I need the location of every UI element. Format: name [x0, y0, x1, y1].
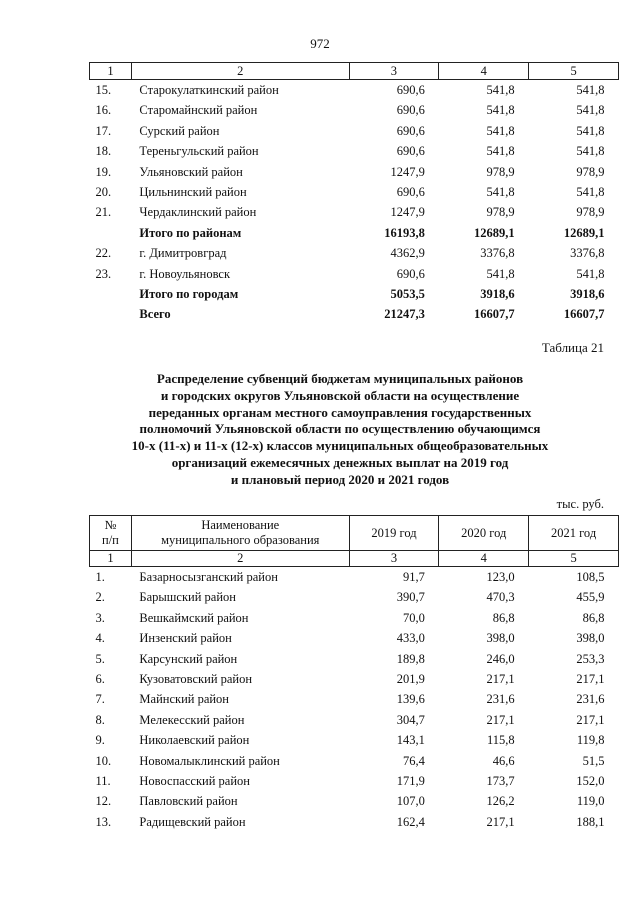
- units-label: тыс. руб.: [556, 497, 604, 511]
- value-2020: 541,8: [486, 144, 515, 159]
- value-2021: 541,8: [576, 185, 605, 200]
- table-label: Таблица 21: [541, 340, 604, 355]
- value-2019: 143,1: [396, 733, 425, 748]
- row-name: Инзенский район: [139, 631, 232, 646]
- value-2020: 978,9: [486, 164, 515, 179]
- value-2019: 91,7: [403, 570, 425, 584]
- table-row: [90, 80, 619, 101]
- value-2019: 690,6: [396, 103, 425, 118]
- column-index: 3: [349, 551, 439, 567]
- column-index-row: [90, 551, 619, 567]
- table-row: [90, 567, 619, 588]
- column-index: 2: [131, 63, 349, 80]
- row-name: Чердаклинский район: [139, 205, 257, 220]
- header-row: [90, 516, 619, 551]
- title-line: и плановый период 2020 и 2021 годов: [230, 471, 450, 487]
- value-2019: 690,6: [396, 144, 425, 159]
- value-2019: 433,0: [396, 631, 425, 646]
- value-2019: 76,4: [403, 753, 425, 768]
- header-number: [90, 516, 132, 551]
- value-2021: 119,8: [576, 733, 605, 748]
- column-index: 3: [349, 63, 439, 80]
- value-2019: 1247,9: [390, 164, 425, 179]
- row-name: Сурский район: [139, 123, 220, 138]
- table-row: [90, 141, 619, 161]
- row-name: г. Новоульяновск: [139, 266, 231, 281]
- table-row: [90, 284, 619, 304]
- table-row: [90, 223, 619, 243]
- row-number: 3.: [95, 610, 105, 625]
- value-2021: 86,8: [582, 610, 605, 625]
- value-2021: 398,0: [576, 631, 605, 646]
- row-number: 10.: [95, 753, 112, 768]
- header-name-line: муниципального образования: [161, 533, 320, 547]
- value-2020: 3918,6: [480, 287, 515, 302]
- column-index: 1: [90, 551, 132, 567]
- header-name-line: Наименование: [201, 518, 280, 532]
- row-name: Вешкаймский район: [139, 610, 249, 625]
- row-name: Майнский район: [139, 692, 229, 707]
- column-index-row: [90, 63, 619, 80]
- table-row: [90, 243, 619, 263]
- row-number: 6.: [95, 672, 105, 687]
- row-name: Старомайнский район: [139, 103, 258, 118]
- value-2020: 126,2: [486, 794, 515, 809]
- value-2020: 541,8: [486, 185, 515, 200]
- row-name: Цильнинский район: [139, 185, 247, 200]
- row-name: Новомалыклинский район: [139, 753, 280, 768]
- row-number: 1.: [95, 570, 105, 584]
- value-2019: 304,7: [396, 712, 425, 727]
- row-name: Кузоватовский район: [139, 672, 253, 687]
- header-name: [131, 516, 349, 551]
- column-index: 4: [439, 63, 529, 80]
- value-2019: 690,6: [396, 83, 425, 97]
- value-2020: 217,1: [486, 712, 515, 727]
- value-2019: 16193,8: [384, 225, 425, 240]
- value-2021: 3918,6: [570, 287, 605, 302]
- table-row: [90, 162, 619, 182]
- row-number: 4.: [95, 631, 105, 646]
- value-2020: 541,8: [486, 266, 515, 281]
- value-2020: 541,8: [486, 123, 515, 138]
- title-line: полномочий Ульяновской области по осуществлению обучающимся: [139, 421, 541, 437]
- value-2021: 541,8: [576, 103, 605, 118]
- value-2021: 119,0: [576, 794, 605, 809]
- value-2020: 12689,1: [474, 225, 515, 240]
- row-name: Базарносызганский район: [139, 570, 278, 584]
- value-2019: 201,9: [396, 672, 425, 687]
- table-row: [90, 812, 619, 832]
- row-number: 11.: [95, 774, 111, 789]
- row-name: Радищевский район: [139, 814, 246, 829]
- row-name: Итого по районам: [139, 225, 242, 240]
- header-year-2020: 2020 год: [439, 516, 529, 551]
- table-row: [90, 628, 619, 648]
- row-number: 7.: [95, 692, 105, 707]
- table-row: [90, 669, 619, 689]
- row-number: 16.: [95, 103, 112, 118]
- value-2020: 3376,8: [480, 246, 515, 261]
- row-number: 13.: [95, 814, 112, 829]
- value-2021: 541,8: [576, 144, 605, 159]
- table-row: [90, 587, 619, 607]
- header-number-line: №: [104, 518, 117, 532]
- value-2019: 171,9: [396, 774, 425, 789]
- value-2019: 690,6: [396, 266, 425, 281]
- table-row: [90, 608, 619, 628]
- value-2020: 231,6: [486, 692, 515, 707]
- title-line: организаций ежемесячных денежных выплат на 2019 год: [171, 454, 509, 470]
- title-line: переданных органам местного самоуправления государственных: [148, 404, 532, 420]
- value-2021: 152,0: [576, 774, 605, 789]
- table-row: [90, 689, 619, 709]
- value-2020: 541,8: [486, 83, 515, 97]
- column-index: 4: [439, 551, 529, 567]
- row-name: Карсунский район: [139, 651, 238, 666]
- row-number: 8.: [95, 712, 105, 727]
- value-2020: 541,8: [486, 103, 515, 118]
- table-row: [90, 649, 619, 669]
- row-name: Мелекесский район: [139, 712, 245, 727]
- value-2019: 390,7: [396, 590, 425, 605]
- value-2020: 398,0: [486, 631, 515, 646]
- value-2021: 978,9: [576, 205, 605, 220]
- table-row: [90, 202, 619, 222]
- continued-table: [89, 62, 619, 325]
- row-number: 21.: [95, 205, 112, 220]
- row-number: [90, 284, 132, 304]
- subvention-table-body: [90, 567, 619, 833]
- value-2020: 16607,7: [474, 307, 515, 322]
- row-name: Барышский район: [139, 590, 236, 605]
- row-number: 22.: [95, 246, 112, 261]
- title-line: 10-х (11-х) и 11-х (12-х) классов муниципальных общеобразовательных: [131, 438, 549, 454]
- value-2021: 231,6: [576, 692, 605, 707]
- table-row: [90, 264, 619, 284]
- page-number: 972: [310, 36, 330, 51]
- continued-table-body: [90, 80, 619, 325]
- value-2020: 470,3: [486, 590, 515, 605]
- table-row: [90, 751, 619, 771]
- row-name: Старокулаткинский район: [139, 83, 279, 97]
- header-number-line: п/п: [102, 533, 119, 547]
- row-number: 23.: [95, 266, 112, 281]
- row-number: 20.: [95, 185, 112, 200]
- title-line: Распределение субвенций бюджетам муниципальных районов: [156, 371, 524, 386]
- row-name: Тереньгульский район: [139, 144, 259, 159]
- row-number: 19.: [95, 164, 112, 179]
- value-2019: 139,6: [396, 692, 425, 707]
- value-2019: 162,4: [396, 814, 425, 829]
- value-2019: 107,0: [396, 794, 425, 809]
- table-row: [90, 182, 619, 202]
- header-year-2019: 2019 год: [349, 516, 439, 551]
- value-2021: 541,8: [576, 123, 605, 138]
- row-name: Новоспасский район: [139, 774, 250, 789]
- row-name: Итого по городам: [139, 287, 239, 302]
- row-name: Павловский район: [139, 794, 238, 809]
- row-name: г. Димитровград: [139, 246, 227, 261]
- table-row: [90, 791, 619, 811]
- value-2019: 189,8: [396, 651, 425, 666]
- value-2020: 217,1: [486, 814, 515, 829]
- row-name: Ульяновский район: [139, 164, 243, 179]
- value-2021: 188,1: [576, 814, 605, 829]
- column-index: 1: [90, 63, 132, 80]
- value-2021: 541,8: [576, 266, 605, 281]
- value-2019: 690,6: [396, 123, 425, 138]
- row-name: Николаевский район: [139, 733, 250, 748]
- value-2021: 12689,1: [563, 225, 605, 240]
- column-index: 5: [529, 63, 619, 80]
- table-row: [90, 100, 619, 120]
- row-number: 17.: [95, 123, 112, 138]
- value-2019: 4362,9: [390, 246, 425, 261]
- row-number: 12.: [95, 794, 112, 809]
- value-2020: 115,8: [487, 733, 515, 748]
- table-row: [90, 304, 619, 324]
- value-2019: 1247,9: [390, 205, 425, 220]
- value-2021: 217,1: [576, 672, 605, 687]
- value-2021: 541,8: [576, 83, 605, 97]
- row-number: 5.: [95, 651, 105, 666]
- value-2020: 123,0: [486, 570, 515, 584]
- value-2020: 86,8: [492, 610, 515, 625]
- value-2020: 173,7: [486, 774, 515, 789]
- value-2020: 217,1: [486, 672, 515, 687]
- value-2020: 978,9: [486, 205, 515, 220]
- value-2021: 108,5: [576, 570, 605, 584]
- column-index: 5: [529, 551, 619, 567]
- table-row: [90, 730, 619, 750]
- value-2019: 5053,5: [390, 287, 425, 302]
- value-2019: 21247,3: [384, 307, 425, 322]
- value-2021: 978,9: [576, 164, 605, 179]
- title-line: и городских округов Ульяновской области на осуществление: [160, 387, 520, 403]
- table-row: [90, 771, 619, 791]
- header-year-2021: 2021 год: [529, 516, 619, 551]
- table-title: [70, 371, 610, 489]
- value-2021: 253,3: [576, 651, 605, 666]
- value-2019: 70,0: [403, 610, 425, 625]
- value-2021: 217,1: [576, 712, 605, 727]
- value-2021: 3376,8: [570, 246, 605, 261]
- value-2021: 455,9: [576, 590, 605, 605]
- value-2021: 16607,7: [563, 307, 605, 322]
- subvention-table: [89, 515, 619, 832]
- row-number: 15.: [95, 83, 112, 97]
- value-2019: 690,6: [396, 185, 425, 200]
- row-number: 9.: [95, 733, 105, 748]
- row-number: [90, 304, 132, 324]
- value-2020: 246,0: [486, 651, 515, 666]
- row-number: [90, 223, 132, 243]
- value-2020: 46,6: [492, 753, 515, 768]
- table-row: [90, 710, 619, 730]
- row-name: Всего: [139, 307, 171, 322]
- table-row: [90, 121, 619, 141]
- column-index: 2: [131, 551, 349, 567]
- row-number: 2.: [95, 590, 105, 605]
- value-2021: 51,5: [582, 753, 605, 768]
- row-number: 18.: [95, 144, 112, 159]
